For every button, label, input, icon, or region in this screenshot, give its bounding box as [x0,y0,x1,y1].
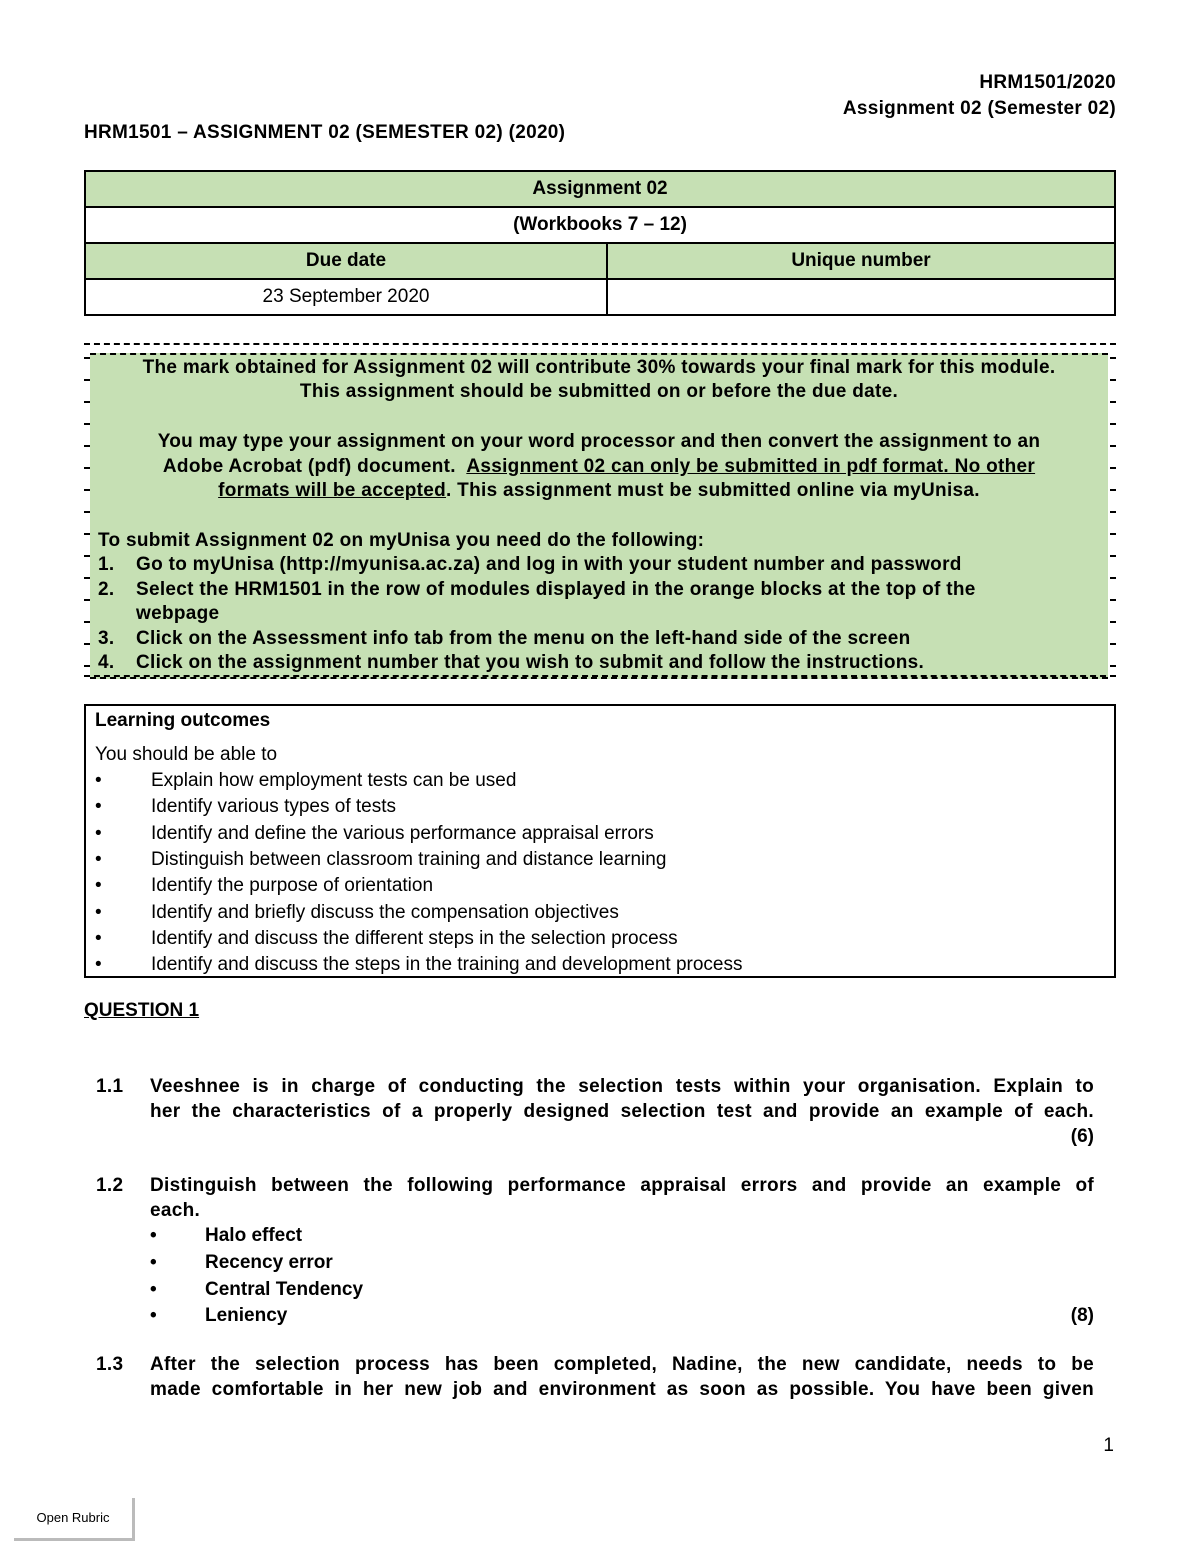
list-item [150,1305,287,1327]
instruction-online: . This assignment must be submitted online via myUnisa. [446,480,980,501]
bullet-icon: • [150,1225,157,1246]
question-number: 1.3 [96,1354,124,1375]
outcome-text: Identify and define the various performance appraisal errors [151,823,654,844]
step-text: Click on the assignment number that you wish to submit and follow the instructions. [136,652,925,673]
instruction-pdf [90,456,1108,478]
bullet-icon: • [150,1252,157,1273]
step-2-continued [98,603,219,625]
step-number: 4. [98,652,115,673]
unique-number-header: Unique number [607,243,1115,279]
bullet-icon: • [95,849,102,870]
course-code: HRM1501/2020 [979,72,1116,93]
instruction-formats [90,480,1108,502]
assignment-info-table [84,170,1116,316]
bullet-icon: • [95,954,102,975]
step-4 [98,652,924,674]
instruction-pdf-a: Adobe Acrobat (pdf) document. [162,456,456,477]
bullet-icon: • [95,875,102,896]
assignment-heading-cell: Assignment 02 [85,171,1115,207]
question-text: Distinguish between the following performance appraisal errors and provide an example of [150,1175,1094,1196]
document-title: HRM1501 – ASSIGNMENT 02 (SEMESTER 02) (2020) [84,122,566,143]
list-item [95,902,619,924]
list-item [95,928,678,950]
bullet-icon: • [95,823,102,844]
bullet-icon: • [95,928,102,949]
bullet-icon: • [95,902,102,923]
outcome-text: Identify and discuss the different steps in the selection process [151,928,678,949]
instruction-due: This assignment should be submitted on or before the due date. [299,381,899,402]
bullet-icon: • [95,796,102,817]
step-text: Select the HRM1501 in the row of modules displayed in the orange blocks at the top of the [136,579,976,600]
question-heading: QUESTION 1 [84,1000,200,1021]
learning-outcomes-box [84,704,1116,978]
appraisal-error: Leniency [205,1305,288,1326]
steps-intro: To submit Assignment 02 on myUnisa you need do the following: [98,530,705,551]
question-mark: (6) [1070,1126,1094,1147]
workbooks-cell: (Workbooks 7 – 12) [85,207,1115,243]
dashed-border-right [1110,357,1116,667]
step-number: 2. [98,579,115,600]
appraisal-error: Halo effect [205,1225,303,1246]
list-item [150,1225,302,1247]
instruction-type: You may type your assignment on your word processor and then convert the assignment to an [157,431,1041,452]
question-number: 1.1 [96,1076,124,1097]
question-text: each. [150,1200,201,1221]
appraisal-error: Central Tendency [205,1279,364,1300]
instructions-panel [90,353,1108,679]
unique-number-value [607,279,1115,315]
list-item [150,1252,333,1274]
list-item [95,875,433,897]
outcome-text: Identify and discuss the steps in the training and development process [151,954,743,975]
assignment-subtitle: Assignment 02 (Semester 02) [842,98,1116,119]
outcome-text: Distinguish between classroom training and distance learning [151,849,667,870]
step-text: webpage [136,603,220,624]
step-1 [98,554,962,576]
instruction-pdf-only: Assignment 02 can only be submitted in pdf format. No other [466,456,1036,477]
question-text: Veeshnee is in charge of conducting the selection tests within your organisation. Explain to [150,1076,1094,1097]
outcome-text: Explain how employment tests can be used [151,770,517,791]
question-text: her the characteristics of a properly designed selection test and provide an example of each. [150,1101,1094,1122]
outcome-text: Identify the purpose of orientation [151,875,434,896]
outcome-text: Identify and briefly discuss the compensation objectives [151,902,619,923]
learning-outcomes-title: Learning outcomes [95,710,271,731]
list-item [95,823,654,845]
step-number: 3. [98,628,115,649]
page-number: 1 [1103,1435,1114,1456]
step-3 [98,628,911,650]
question-mark: (8) [1070,1305,1094,1326]
bullet-icon: • [150,1279,157,1300]
question-text: After the selection process has been completed, Nadine, the new candidate, needs to be [150,1354,1094,1375]
step-number: 1. [98,554,115,575]
step-2 [98,579,976,601]
question-text: made comfortable in her new job and environment as soon as possible. You have been given [150,1379,1094,1400]
list-item [95,770,516,792]
appraisal-error: Recency error [205,1252,333,1273]
step-text: Click on the Assessment info tab from the menu on the left-hand side of the screen [136,628,911,649]
instruction-formats-accepted: formats will be accepted [218,480,447,501]
due-date-header: Due date [85,243,607,279]
list-item [95,849,666,871]
instruction-contribution: The mark obtained for Assignment 02 will contribute 30% towards your final mark for this module. [142,357,1056,378]
list-item [150,1279,363,1301]
due-date-value: 23 September 2020 [85,279,607,315]
list-item [95,954,742,976]
learning-outcomes-intro: You should be able to [95,744,278,765]
bullet-icon: • [95,770,102,791]
list-item [95,796,396,818]
dashed-border-bottom [84,675,1116,677]
step-text: Go to myUnisa (http://myunisa.ac.za) and log in with your student number and password [136,554,962,575]
dashed-border-top [84,343,1116,345]
open-rubric-button[interactable]: Open Rubric [14,1498,135,1541]
question-number: 1.2 [96,1175,124,1196]
outcome-text: Identify various types of tests [151,796,397,817]
instructions-box [84,343,1116,677]
bullet-icon: • [150,1305,157,1326]
